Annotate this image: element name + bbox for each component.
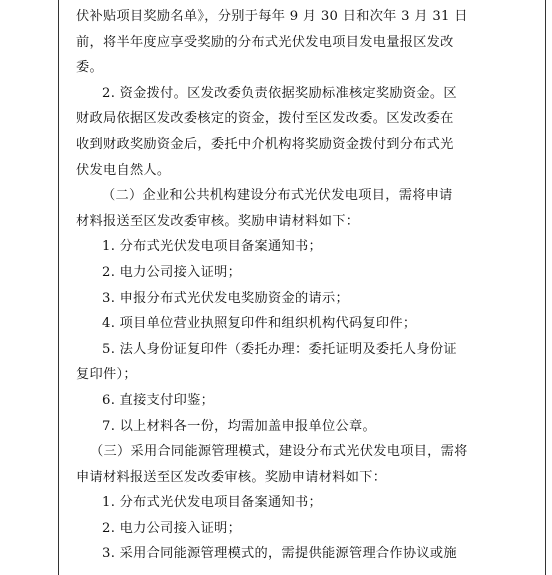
document-line: 2. 电力公司接入证明； [102, 520, 242, 536]
document-line: 3. 采用合同能源管理模式的，需提供能源管理合作协议或施 [102, 546, 457, 562]
document-line: 收到财政奖励资金后，委托中介机构将奖励资金拨付到分布式光 [76, 136, 454, 152]
document-line: 3. 申报分布式光伏发电奖励资金的请示； [102, 290, 349, 306]
document-line: 7. 以上材料各一份，均需加盖申报单位公章。 [102, 418, 376, 434]
document-line: 伏补贴项目奖励名单》，分别于每年 9 月 30 日和次年 3 月 31 日 [76, 9, 468, 24]
document-line: 委。 [76, 60, 103, 76]
document-line: 材料报送至区发改委审核。奖励申请材料如下： [76, 213, 360, 229]
document-line: 4. 项目单位营业执照复印件和组织机构代码复印件； [102, 316, 417, 332]
document-line: 财政局依据区发改委核定的资金，拨付至区发改委。区发改委在 [76, 111, 454, 127]
document-line: 2. 资金拨付。区发改委负责依据奖励标准核定奖励资金。区 [102, 85, 457, 101]
document-line: 2. 电力公司接入证明； [102, 264, 242, 280]
document-line: 前，将半年度应享受奖励的分布式光伏发电项目发电量报区发改 [76, 34, 454, 50]
document-line: 复印件）； [76, 367, 137, 383]
document-body [76, 4, 536, 567]
document-line: 6. 直接支付印鉴； [102, 392, 215, 408]
document-line: （二）企业和公共机构建设分布式光伏发电项目，需将申请 [102, 188, 453, 204]
document-line: 申请材料报送至区发改委审核。奖励申请材料如下： [76, 469, 387, 485]
document-line: 5. 法人身份证复印件（委托办理：委托证明及委托人身份证 [102, 341, 457, 357]
document-line: 1. 分布式光伏发电项目备案通知书； [102, 495, 322, 511]
document-line: 1. 分布式光伏发电项目备案通知书； [102, 239, 322, 255]
document-line: （三）采用合同能源管理模式，建设分布式光伏发电项目，需将 [90, 444, 468, 460]
document-line: 伏发电自然人。 [76, 162, 171, 178]
